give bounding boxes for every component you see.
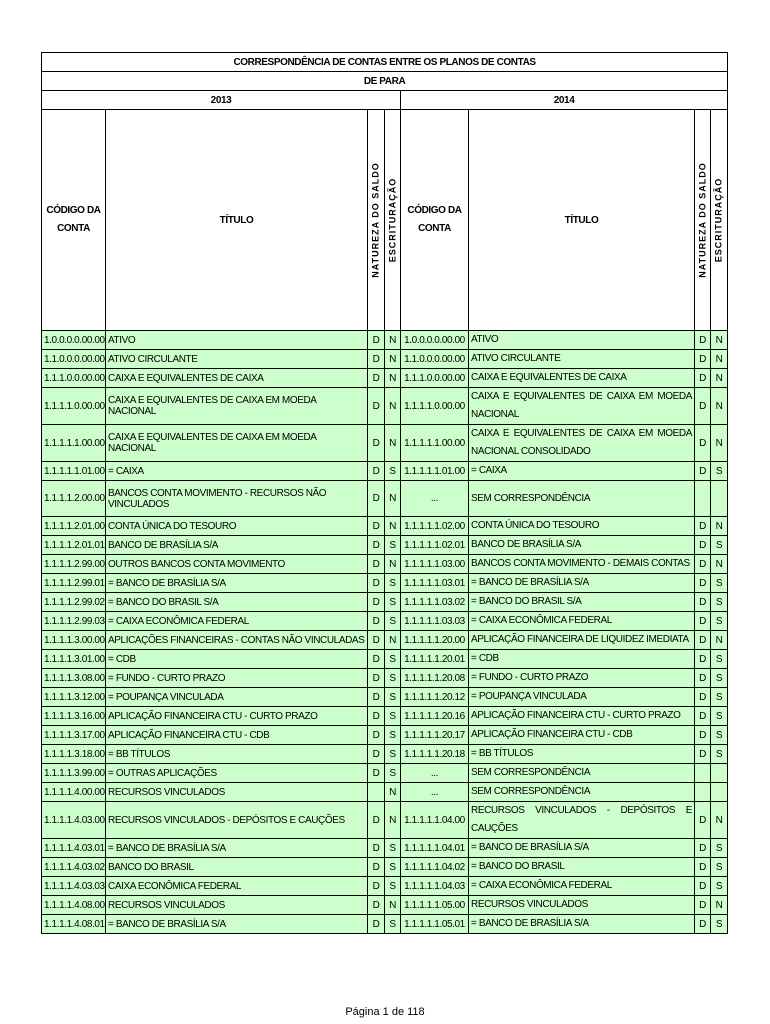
code-2014-cell: 1.1.1.1.1.00.00 (401, 425, 469, 462)
natureza-2013-cell: D (368, 481, 385, 517)
code-2013-cell: 1.1.1.1.3.12.00 (42, 688, 106, 707)
title-2014-cell: BANCO DE BRASÍLIA S/A (469, 536, 695, 555)
escrituracao-2014-cell: N (711, 388, 728, 425)
code-2014-cell: 1.1.1.1.1.20.17 (401, 726, 469, 745)
code-2014-cell: 1.1.1.1.1.20.16 (401, 707, 469, 726)
escrituracao-2013-cell: N (385, 481, 401, 517)
table-subtitle: DE PARA (42, 72, 728, 91)
escrituracao-2014-cell: S (711, 915, 728, 934)
escrituracao-2013-cell: N (385, 783, 401, 802)
code-2014-cell: 1.1.0.0.0.00.00 (401, 350, 469, 369)
natureza-2014-cell: D (695, 877, 711, 896)
natureza-2013-cell: D (368, 350, 385, 369)
code-2014-cell: 1.1.1.1.1.05.00 (401, 896, 469, 915)
natureza-2013-cell: D (368, 462, 385, 481)
escrituracao-2013-cell: N (385, 388, 401, 425)
title-2013-cell: RECURSOS VINCULADOS (106, 783, 368, 802)
natureza-2013-cell: D (368, 839, 385, 858)
table-row (42, 839, 728, 858)
natureza-2013-cell: D (368, 574, 385, 593)
escrituracao-2014-cell: S (711, 593, 728, 612)
natureza-2013-cell: D (368, 650, 385, 669)
escrituracao-2013-cell: S (385, 536, 401, 555)
escrituracao-2013-cell: S (385, 462, 401, 481)
escrituracao-2014-cell: N (711, 369, 728, 388)
natureza-2014-cell: D (695, 631, 711, 650)
header-escrituracao-right (711, 110, 728, 331)
title-2013-cell: = CAIXA ECONÔMICA FEDERAL (106, 612, 368, 631)
escrituracao-2013-cell: S (385, 707, 401, 726)
natureza-2014-cell: D (695, 517, 711, 536)
title-2014-cell: ATIVO (469, 331, 695, 350)
natureza-2013-cell: D (368, 745, 385, 764)
natureza-2014-cell: D (695, 536, 711, 555)
natureza-2014-cell: D (695, 915, 711, 934)
header-natureza-right (695, 110, 711, 331)
code-2014-cell: 1.1.1.1.1.04.02 (401, 858, 469, 877)
escrituracao-2013-cell: S (385, 593, 401, 612)
natureza-2014-cell: D (695, 612, 711, 631)
table-row (42, 669, 728, 688)
natureza-2013-cell: D (368, 369, 385, 388)
title-2013-cell: ATIVO (106, 331, 368, 350)
title-2013-cell: APLICAÇÕES FINANCEIRAS - CONTAS NÃO VINCULADAS (106, 631, 368, 650)
escrituracao-2014-cell: S (711, 839, 728, 858)
escrituracao-2014-cell: S (711, 726, 728, 745)
code-2013-cell: 1.1.1.1.2.99.01 (42, 574, 106, 593)
table-row (42, 688, 728, 707)
title-2013-cell: APLICAÇÃO FINANCEIRA CTU - CURTO PRAZO (106, 707, 368, 726)
code-2013-cell: 1.0.0.0.0.00.00 (42, 331, 106, 350)
escrituracao-2013-cell: N (385, 631, 401, 650)
escrituracao-2013-cell: S (385, 915, 401, 934)
title-2014-cell: SEM CORRESPONDÊNCIA (469, 764, 695, 783)
escrituracao-2013-cell: N (385, 369, 401, 388)
title-2014-cell: RECURSOS VINCULADOS - DEPÓSITOS E CAUÇÕES (469, 802, 695, 839)
title-2013-cell: RECURSOS VINCULADOS - DEPÓSITOS E CAUÇÕES (106, 802, 368, 839)
title-2014-cell: = CDB (469, 650, 695, 669)
table-row (42, 388, 728, 425)
title-2013-cell: RECURSOS VINCULADOS (106, 896, 368, 915)
escrituracao-2013-cell: S (385, 688, 401, 707)
header-natureza-right-label: NATUREZA DO SALDO (697, 162, 707, 278)
escrituracao-2013-cell: S (385, 669, 401, 688)
natureza-2013-cell: D (368, 425, 385, 462)
escrituracao-2014-cell: S (711, 858, 728, 877)
escrituracao-2013-cell: N (385, 896, 401, 915)
natureza-2014-cell: D (695, 462, 711, 481)
table-row (42, 425, 728, 462)
title-2013-cell: BANCOS CONTA MOVIMENTO - RECURSOS NÃO VINCULADOS (106, 481, 368, 517)
natureza-2014-cell: D (695, 555, 711, 574)
title-2013-cell: CONTA ÚNICA DO TESOURO (106, 517, 368, 536)
escrituracao-2013-cell: N (385, 331, 401, 350)
year-2013: 2013 (42, 91, 401, 110)
natureza-2013-cell: D (368, 707, 385, 726)
title-2014-cell: ATIVO CIRCULANTE (469, 350, 695, 369)
escrituracao-2014-cell: S (711, 462, 728, 481)
title-2014-cell: = BANCO DE BRASÍLIA S/A (469, 839, 695, 858)
natureza-2013-cell: D (368, 331, 385, 350)
title-2014-cell: = POUPANÇA VINCULADA (469, 688, 695, 707)
natureza-2014-cell: D (695, 574, 711, 593)
escrituracao-2013-cell: N (385, 350, 401, 369)
table-row (42, 707, 728, 726)
natureza-2013-cell: D (368, 726, 385, 745)
title-2013-cell: BANCO DO BRASIL (106, 858, 368, 877)
correspondence-sheet (41, 52, 727, 934)
escrituracao-2014-cell: S (711, 612, 728, 631)
escrituracao-2014-cell (711, 764, 728, 783)
code-2013-cell: 1.1.1.1.3.99.00 (42, 764, 106, 783)
code-2014-cell: 1.0.0.0.0.00.00 (401, 331, 469, 350)
table-row (42, 481, 728, 517)
table-title: CORRESPONDÊNCIA DE CONTAS ENTRE OS PLANOS DE CONTAS (42, 53, 728, 72)
code-2013-cell: 1.1.1.1.1.01.00 (42, 462, 106, 481)
table-row (42, 783, 728, 802)
page-footer: Página 1 de 118 (345, 1006, 425, 1018)
code-2013-cell: 1.1.1.1.4.08.00 (42, 896, 106, 915)
natureza-2013-cell: D (368, 764, 385, 783)
code-2014-cell: 1.1.1.1.1.03.03 (401, 612, 469, 631)
natureza-2014-cell: D (695, 388, 711, 425)
header-code-right: CÓDIGO DA CONTA (401, 110, 469, 331)
title-2013-cell: CAIXA ECONÔMICA FEDERAL (106, 877, 368, 896)
natureza-2013-cell: D (368, 536, 385, 555)
code-2014-cell: 1.1.1.1.1.20.01 (401, 650, 469, 669)
escrituracao-2014-cell: S (711, 669, 728, 688)
title-2014-cell: = BANCO DO BRASIL S/A (469, 593, 695, 612)
code-2014-cell: ... (401, 764, 469, 783)
code-2014-cell: 1.1.1.0.0.00.00 (401, 369, 469, 388)
natureza-2014-cell: D (695, 745, 711, 764)
code-2014-cell: 1.1.1.1.1.20.00 (401, 631, 469, 650)
title-2014-cell: SEM CORRESPONDÊNCIA (469, 481, 695, 517)
table-row (42, 726, 728, 745)
natureza-2014-cell: D (695, 331, 711, 350)
natureza-2013-cell: D (368, 915, 385, 934)
title-2013-cell: = OUTRAS APLICAÇÕES (106, 764, 368, 783)
escrituracao-2014-cell: S (711, 877, 728, 896)
natureza-2014-cell (695, 481, 711, 517)
escrituracao-2014-cell (711, 783, 728, 802)
natureza-2014-cell: D (695, 425, 711, 462)
escrituracao-2013-cell: S (385, 726, 401, 745)
title-2013-cell: = BANCO DE BRASÍLIA S/A (106, 574, 368, 593)
table-row (42, 331, 728, 350)
title-2013-cell: = POUPANÇA VINCULADA (106, 688, 368, 707)
title-2014-cell: APLICAÇÃO FINANCEIRA DE LIQUIDEZ IMEDIATA (469, 631, 695, 650)
escrituracao-2014-cell: N (711, 631, 728, 650)
escrituracao-2013-cell: S (385, 764, 401, 783)
table-row (42, 745, 728, 764)
table-row (42, 764, 728, 783)
natureza-2013-cell: D (368, 517, 385, 536)
escrituracao-2014-cell: N (711, 802, 728, 839)
code-2014-cell: 1.1.1.1.1.20.08 (401, 669, 469, 688)
header-code-left: CÓDIGO DA CONTA (42, 110, 106, 331)
natureza-2014-cell: D (695, 726, 711, 745)
code-2013-cell: 1.1.1.1.3.18.00 (42, 745, 106, 764)
code-2013-cell: 1.1.0.0.0.00.00 (42, 350, 106, 369)
header-title-right: TÍTULO (469, 110, 695, 331)
code-2013-cell: 1.1.1.1.2.99.03 (42, 612, 106, 631)
escrituracao-2014-cell: N (711, 896, 728, 915)
natureza-2013-cell: D (368, 593, 385, 612)
natureza-2013-cell: D (368, 802, 385, 839)
table-row (42, 612, 728, 631)
title-2014-cell: SEM CORRESPONDÊNCIA (469, 783, 695, 802)
code-2013-cell: 1.1.1.1.3.01.00 (42, 650, 106, 669)
table-row (42, 536, 728, 555)
correspondence-table (41, 52, 728, 934)
code-2014-cell: ... (401, 481, 469, 517)
title-2013-cell: = CAIXA (106, 462, 368, 481)
code-2013-cell: 1.1.1.1.0.00.00 (42, 388, 106, 425)
escrituracao-2013-cell: S (385, 877, 401, 896)
escrituracao-2013-cell: S (385, 839, 401, 858)
code-2014-cell: 1.1.1.1.1.04.00 (401, 802, 469, 839)
natureza-2013-cell: D (368, 858, 385, 877)
code-2014-cell: 1.1.1.1.1.03.00 (401, 555, 469, 574)
code-2014-cell: ... (401, 783, 469, 802)
code-2014-cell: 1.1.1.1.1.05.01 (401, 915, 469, 934)
natureza-2014-cell: D (695, 839, 711, 858)
header-natureza-left (368, 110, 385, 331)
natureza-2013-cell: D (368, 631, 385, 650)
title-2014-cell: CAIXA E EQUIVALENTES DE CAIXA (469, 369, 695, 388)
code-2013-cell: 1.1.1.1.2.99.02 (42, 593, 106, 612)
escrituracao-2014-cell: N (711, 425, 728, 462)
escrituracao-2013-cell: S (385, 612, 401, 631)
title-2013-cell: CAIXA E EQUIVALENTES DE CAIXA EM MOEDA NACIONAL (106, 388, 368, 425)
escrituracao-2013-cell: S (385, 745, 401, 764)
title-2013-cell: = BANCO DO BRASIL S/A (106, 593, 368, 612)
title-2014-cell: = BANCO DO BRASIL (469, 858, 695, 877)
title-2014-cell: = FUNDO - CURTO PRAZO (469, 669, 695, 688)
natureza-2014-cell: D (695, 688, 711, 707)
escrituracao-2014-cell: S (711, 536, 728, 555)
header-escrituracao-left (385, 110, 401, 331)
code-2013-cell: 1.1.1.1.2.00.00 (42, 481, 106, 517)
header-natureza-left-label: NATUREZA DO SALDO (370, 162, 381, 278)
code-2014-cell: 1.1.1.1.0.00.00 (401, 388, 469, 425)
code-2013-cell: 1.1.1.1.4.03.03 (42, 877, 106, 896)
escrituracao-2014-cell: N (711, 331, 728, 350)
escrituracao-2014-cell: N (711, 517, 728, 536)
code-2013-cell: 1.1.1.1.3.17.00 (42, 726, 106, 745)
natureza-2013-cell: D (368, 669, 385, 688)
escrituracao-2013-cell: S (385, 650, 401, 669)
natureza-2013-cell: D (368, 555, 385, 574)
natureza-2014-cell (695, 764, 711, 783)
title-2013-cell: BANCO DE BRASÍLIA S/A (106, 536, 368, 555)
natureza-2013-cell: D (368, 688, 385, 707)
table-row (42, 593, 728, 612)
natureza-2014-cell: D (695, 350, 711, 369)
table-row (42, 650, 728, 669)
title-2014-cell: = CAIXA ECONÔMICA FEDERAL (469, 612, 695, 631)
table-row (42, 574, 728, 593)
title-2014-cell: CAIXA E EQUIVALENTES DE CAIXA EM MOEDA NACIONAL (469, 388, 695, 425)
natureza-2014-cell: D (695, 593, 711, 612)
escrituracao-2014-cell: S (711, 688, 728, 707)
escrituracao-2013-cell: N (385, 802, 401, 839)
code-2014-cell: 1.1.1.1.1.03.02 (401, 593, 469, 612)
escrituracao-2014-cell: S (711, 574, 728, 593)
table-row (42, 517, 728, 536)
code-2013-cell: 1.1.1.1.4.03.00 (42, 802, 106, 839)
header-escrituracao-right-label: ESCRITURAÇÃO (713, 177, 724, 263)
title-2014-cell: CONTA ÚNICA DO TESOURO (469, 517, 695, 536)
code-2014-cell: 1.1.1.1.1.04.03 (401, 877, 469, 896)
natureza-2014-cell (695, 783, 711, 802)
natureza-2013-cell: D (368, 388, 385, 425)
title-2014-cell: CAIXA E EQUIVALENTES DE CAIXA EM MOEDA NACIONAL CONSOLIDADO (469, 425, 695, 462)
title-2013-cell: APLICAÇÃO FINANCEIRA CTU - CDB (106, 726, 368, 745)
title-2014-cell: = BANCO DE BRASÍLIA S/A (469, 915, 695, 934)
table-row (42, 896, 728, 915)
escrituracao-2014-cell: N (711, 555, 728, 574)
code-2014-cell: 1.1.1.1.1.01.00 (401, 462, 469, 481)
table-row (42, 631, 728, 650)
year-2014: 2014 (401, 91, 728, 110)
title-2014-cell: = BB TÍTULOS (469, 745, 695, 764)
code-2014-cell: 1.1.1.1.1.20.12 (401, 688, 469, 707)
code-2013-cell: 1.1.1.0.0.00.00 (42, 369, 106, 388)
header-escrituracao-left-label: ESCRITURAÇÃO (387, 177, 397, 263)
escrituracao-2013-cell: N (385, 425, 401, 462)
title-2014-cell: = BANCO DE BRASÍLIA S/A (469, 574, 695, 593)
escrituracao-2014-cell: S (711, 650, 728, 669)
code-2014-cell: 1.1.1.1.1.02.00 (401, 517, 469, 536)
title-2014-cell: APLICAÇÃO FINANCEIRA CTU - CDB (469, 726, 695, 745)
escrituracao-2013-cell: S (385, 574, 401, 593)
escrituracao-2013-cell: S (385, 858, 401, 877)
code-2014-cell: 1.1.1.1.1.20.18 (401, 745, 469, 764)
table-row (42, 877, 728, 896)
title-2013-cell: ATIVO CIRCULANTE (106, 350, 368, 369)
title-2013-cell: = BANCO DE BRASÍLIA S/A (106, 915, 368, 934)
escrituracao-2014-cell: N (711, 350, 728, 369)
title-2014-cell: = CAIXA (469, 462, 695, 481)
table-row (42, 858, 728, 877)
table-row (42, 350, 728, 369)
natureza-2014-cell: D (695, 802, 711, 839)
table-row (42, 915, 728, 934)
title-2013-cell: = BANCO DE BRASÍLIA S/A (106, 839, 368, 858)
title-2013-cell: CAIXA E EQUIVALENTES DE CAIXA (106, 369, 368, 388)
code-2013-cell: 1.1.1.1.4.08.01 (42, 915, 106, 934)
table-row (42, 802, 728, 839)
title-2014-cell: = CAIXA ECONÔMICA FEDERAL (469, 877, 695, 896)
natureza-2014-cell: D (695, 650, 711, 669)
natureza-2014-cell: D (695, 369, 711, 388)
natureza-2013-cell: D (368, 877, 385, 896)
code-2013-cell: 1.1.1.1.2.01.00 (42, 517, 106, 536)
table-row (42, 462, 728, 481)
code-2013-cell: 1.1.1.1.4.00.00 (42, 783, 106, 802)
title-2013-cell: = FUNDO - CURTO PRAZO (106, 669, 368, 688)
code-2014-cell: 1.1.1.1.1.02.01 (401, 536, 469, 555)
natureza-2014-cell: D (695, 669, 711, 688)
title-2014-cell: APLICAÇÃO FINANCEIRA CTU - CURTO PRAZO (469, 707, 695, 726)
title-2013-cell: OUTROS BANCOS CONTA MOVIMENTO (106, 555, 368, 574)
title-2013-cell: = CDB (106, 650, 368, 669)
title-2013-cell: = BB TÍTULOS (106, 745, 368, 764)
natureza-2014-cell: D (695, 896, 711, 915)
code-2013-cell: 1.1.1.1.3.00.00 (42, 631, 106, 650)
table-row (42, 555, 728, 574)
natureza-2013-cell (368, 783, 385, 802)
natureza-2013-cell: D (368, 896, 385, 915)
title-2014-cell: BANCOS CONTA MOVIMENTO - DEMAIS CONTAS (469, 555, 695, 574)
natureza-2014-cell: D (695, 707, 711, 726)
escrituracao-2014-cell (711, 481, 728, 517)
title-2014-cell: RECURSOS VINCULADOS (469, 896, 695, 915)
title-2013-cell: CAIXA E EQUIVALENTES DE CAIXA EM MOEDA NACIONAL (106, 425, 368, 462)
code-2013-cell: 1.1.1.1.3.16.00 (42, 707, 106, 726)
header-title-left: TÍTULO (106, 110, 368, 331)
escrituracao-2013-cell: N (385, 555, 401, 574)
code-2013-cell: 1.1.1.1.4.03.01 (42, 839, 106, 858)
code-2014-cell: 1.1.1.1.1.04.01 (401, 839, 469, 858)
escrituracao-2014-cell: S (711, 745, 728, 764)
code-2013-cell: 1.1.1.1.4.03.02 (42, 858, 106, 877)
escrituracao-2014-cell: S (711, 707, 728, 726)
code-2013-cell: 1.1.1.1.3.08.00 (42, 669, 106, 688)
natureza-2013-cell: D (368, 612, 385, 631)
code-2013-cell: 1.1.1.1.2.99.00 (42, 555, 106, 574)
escrituracao-2013-cell: N (385, 517, 401, 536)
code-2014-cell: 1.1.1.1.1.03.01 (401, 574, 469, 593)
natureza-2014-cell: D (695, 858, 711, 877)
code-2013-cell: 1.1.1.1.1.00.00 (42, 425, 106, 462)
table-row (42, 369, 728, 388)
code-2013-cell: 1.1.1.1.2.01.01 (42, 536, 106, 555)
